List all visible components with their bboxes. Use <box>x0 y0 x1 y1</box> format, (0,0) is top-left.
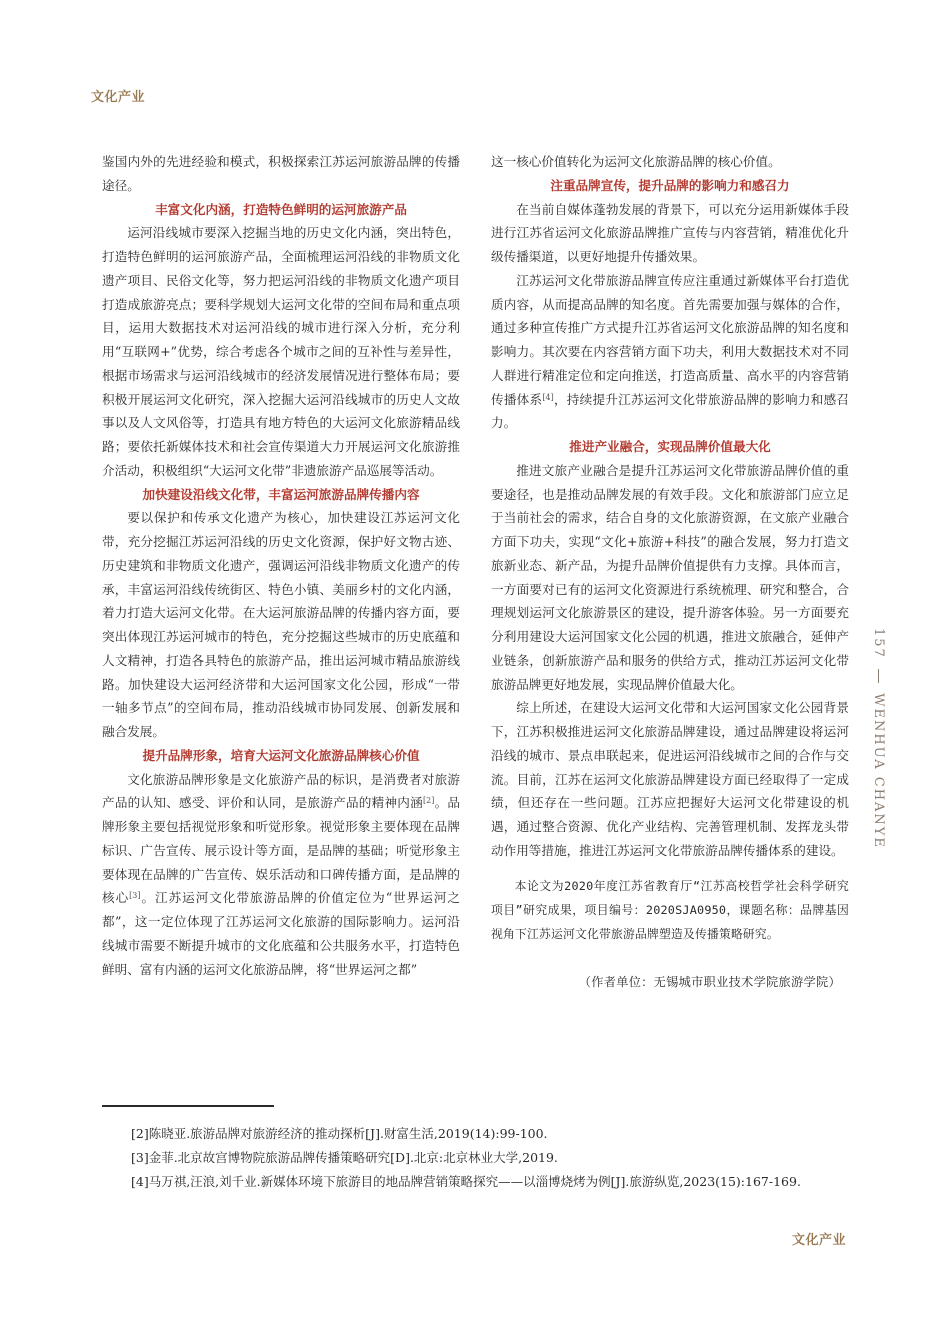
section-heading: 丰富文化内涵，打造特色鲜明的运河旅游产品 <box>155 201 407 217</box>
side-margin-label <box>871 628 886 849</box>
section-heading: 推进产业融合，实现品牌价值最大化 <box>569 439 771 454</box>
footer-section-label: 文化产业 <box>792 1233 847 1248</box>
section-heading: 加快建设沿线文化带，丰富运河旅游品牌传播内容 <box>142 486 420 502</box>
journal-name: WENHUA CHANYE <box>871 693 886 849</box>
author-affiliation: （作者单位：无锡城市职业技术学院旅游学院） <box>578 974 841 989</box>
footnote-divider <box>102 1105 274 1107</box>
funding-note: 本论文为2020年度江苏省教育厅“江苏高校哲学社会科学研究项目”研究成果，项目编号：2020SJA0950，课题名称：品牌基因视角下江苏运河文化带旅游品牌塑造及传播策略研究。 <box>491 878 849 941</box>
footnote-item: [2]陈晓亚.旅游品牌对旅游经济的推动探析[J].财富生活,2019(14):99-100. <box>131 1126 548 1141</box>
section-heading: 注重品牌宣传，提升品牌的影响力和感召力 <box>550 177 790 193</box>
footnotes <box>131 1122 851 1194</box>
text-run: 。江苏运河文化带旅游品牌的价值定位为“世界运河之都”，这一定位体现了江苏运河文化旅游的国际影响力。运河沿线城市需要不断提升城市的文化底蕴和公共服务水平，打造特色鲜明、富有内涵的运河文化旅游品牌，将“世界运河之都” <box>102 890 460 977</box>
page-number: 157 <box>871 628 886 659</box>
paragraph <box>491 269 849 435</box>
vertical-divider <box>878 669 879 683</box>
header-section-label: 文化产业 <box>91 90 146 105</box>
paragraph: 运河沿线城市要深入挖掘当地的历史文化内涵，突出特色，打造特色鲜明的运河旅游产品，全面梳理运河沿线的非物质文化遗产项目、民俗文化等，努力把运河沿线的非物质文化遗产项目打造成旅游亮点；要科学规划大运河文化带的空间布局和重点项目，运用大数据技术对运河沿线的城市进行深入分析，充分利用“互联网+”优势，综合考虑各个城市之间的互补性与差异性，根据市场需求与运河沿线城市的经济发展情况进行整体布局；要积极开展运河文化研究，深入挖掘大运河沿线城市的历史人文故事以及人文风俗等，打造具有地方特色的大运河文化旅游精品线路；要依托新媒体技术和社会宣传渠道大力开展运河文化旅游推介活动，积极组织“大运河文化带”非遗旅游产品巡展等活动。 <box>102 225 460 478</box>
footnote-item: [4]马万祺,汪浪,刘千业.新媒体环境下旅游目的地品牌营销策略探究——以淄博烧烤为例[J].旅游纵览,2023(15):167-169. <box>131 1174 801 1189</box>
paragraph: 这一核心价值转化为运河文化旅游品牌的核心价值。 <box>491 154 781 169</box>
text-run: 文化旅游品牌形象是文化旅游产品的标识，是消费者对旅游产品的认知、感受、评价和认同，是旅游产品的精神内涵 <box>102 771 460 811</box>
citation-ref: [2] <box>422 796 435 806</box>
text-run: 江苏运河文化带旅游品牌宣传应注重通过新媒体平台打造优质内容，从而提高品牌的知名度。首先需要加强与媒体的合作，通过多种宣传推广方式提升江苏省运河文化旅游品牌的知名度和影响力。其次要在内容营销方面下功夫，利用大数据技术对不同人群进行精准定位和定向推送，打造高质量、高水平的内容营销传播体系 <box>491 272 849 407</box>
paragraph: 鉴国内外的先进经验和模式，积极探索江苏运河旅游品牌的传播途径。 <box>102 154 460 193</box>
footnote-item: [3]金菲.北京故宫博物院旅游品牌传播策略研究[D].北京:北京林业大学,2019. <box>131 1150 558 1165</box>
citation-ref: [4] <box>542 392 554 402</box>
text-run: ，持续提升江苏运河文化带旅游品牌的影响力和感召力。 <box>491 391 850 431</box>
left-column <box>102 150 460 981</box>
text-run: 。品牌形象主要包括视觉形象和听觉形象。视觉形象主要体现在品牌标识、广告宣传、展示设计等方面，是品牌的基础；听觉形象主要体现在品牌的广告宣传、娱乐活动和口碑传播方面，是品牌的核心 <box>102 795 461 906</box>
citation-ref: [3] <box>129 891 141 901</box>
paragraph: 要以保护和传承文化遗产为核心，加快建设江苏运河文化带，充分挖掘江苏运河沿线的历史文化资源，保护好文物古迹、历史建筑和非物质文化遗产，强调运河沿线非物质文化遗产的传承，丰富运河沿线传统街区、特色小镇、美丽乡村的文化内涵，着力打造大运河文化带。在大运河旅游品牌的传播内容方面，要突出体现江苏运河城市的特色，充分挖掘这些城市的历史底蕴和人文精神，打造各具特色的旅游产品，推出运河城市精品旅游线路。加快建设大运河经济带和大运河国家文化公园，形成“一带一轴多节点”的空间布局，推动沿线城市协同发展、创新发展和融合发展。 <box>102 510 460 739</box>
paragraph: 在当前自媒体蓬勃发展的背景下，可以充分运用新媒体手段进行江苏省运河文化旅游品牌推广宣传与内容营销，精准优化升级传播渠道，以更好地提升传播效果。 <box>491 201 849 264</box>
paragraph: 综上所述，在建设大运河文化带和大运河国家文化公园背景下，江苏积极推进运河文化旅游品牌建设，通过品牌建设将运河沿线的城市、景点串联起来，促进运河沿线城市之间的合作与交流。目前，江苏在运河文化旅游品牌建设方面已经取得了一定成绩，但还存在一些问题。江苏应把握好大运河文化带建设的机遇，通过整合资源、优化产业结构、完善管理机制、发挥龙头带动作用等措施，推进江苏运河文化带旅游品牌传播体系的建设。 <box>491 700 849 858</box>
spacer <box>491 946 849 971</box>
paragraph: 推进文旅产业融合是提升江苏运河文化带旅游品牌价值的重要途径，也是推动品牌发展的有效手段。文化和旅游部门应立足于当前社会的需求，结合自身的文化旅游资源，在文旅产业融合方面下功夫，实现“文化+旅游+科技”的融合发展，努力打造文旅新业态、新产品，为提升品牌价值提供有力支撑。具体而言，一方面要对已有的运河文化资源进行系统梳理、研究和整合，合理规划运河文化旅游景区的建设，提升游客体验。另一方面要充分利用建设大运河国家文化公园的机遇，推进文旅融合，延伸产业链条，创新旅游产品和服务的供给方式，推动江苏运河文化带旅游品牌更好地发展，实现品牌价值最大化。 <box>491 462 849 692</box>
right-column <box>491 150 849 994</box>
spacer <box>491 863 849 874</box>
paragraph <box>102 768 460 982</box>
section-heading: 提升品牌形象，培育大运河文化旅游品牌核心价值 <box>142 747 420 763</box>
